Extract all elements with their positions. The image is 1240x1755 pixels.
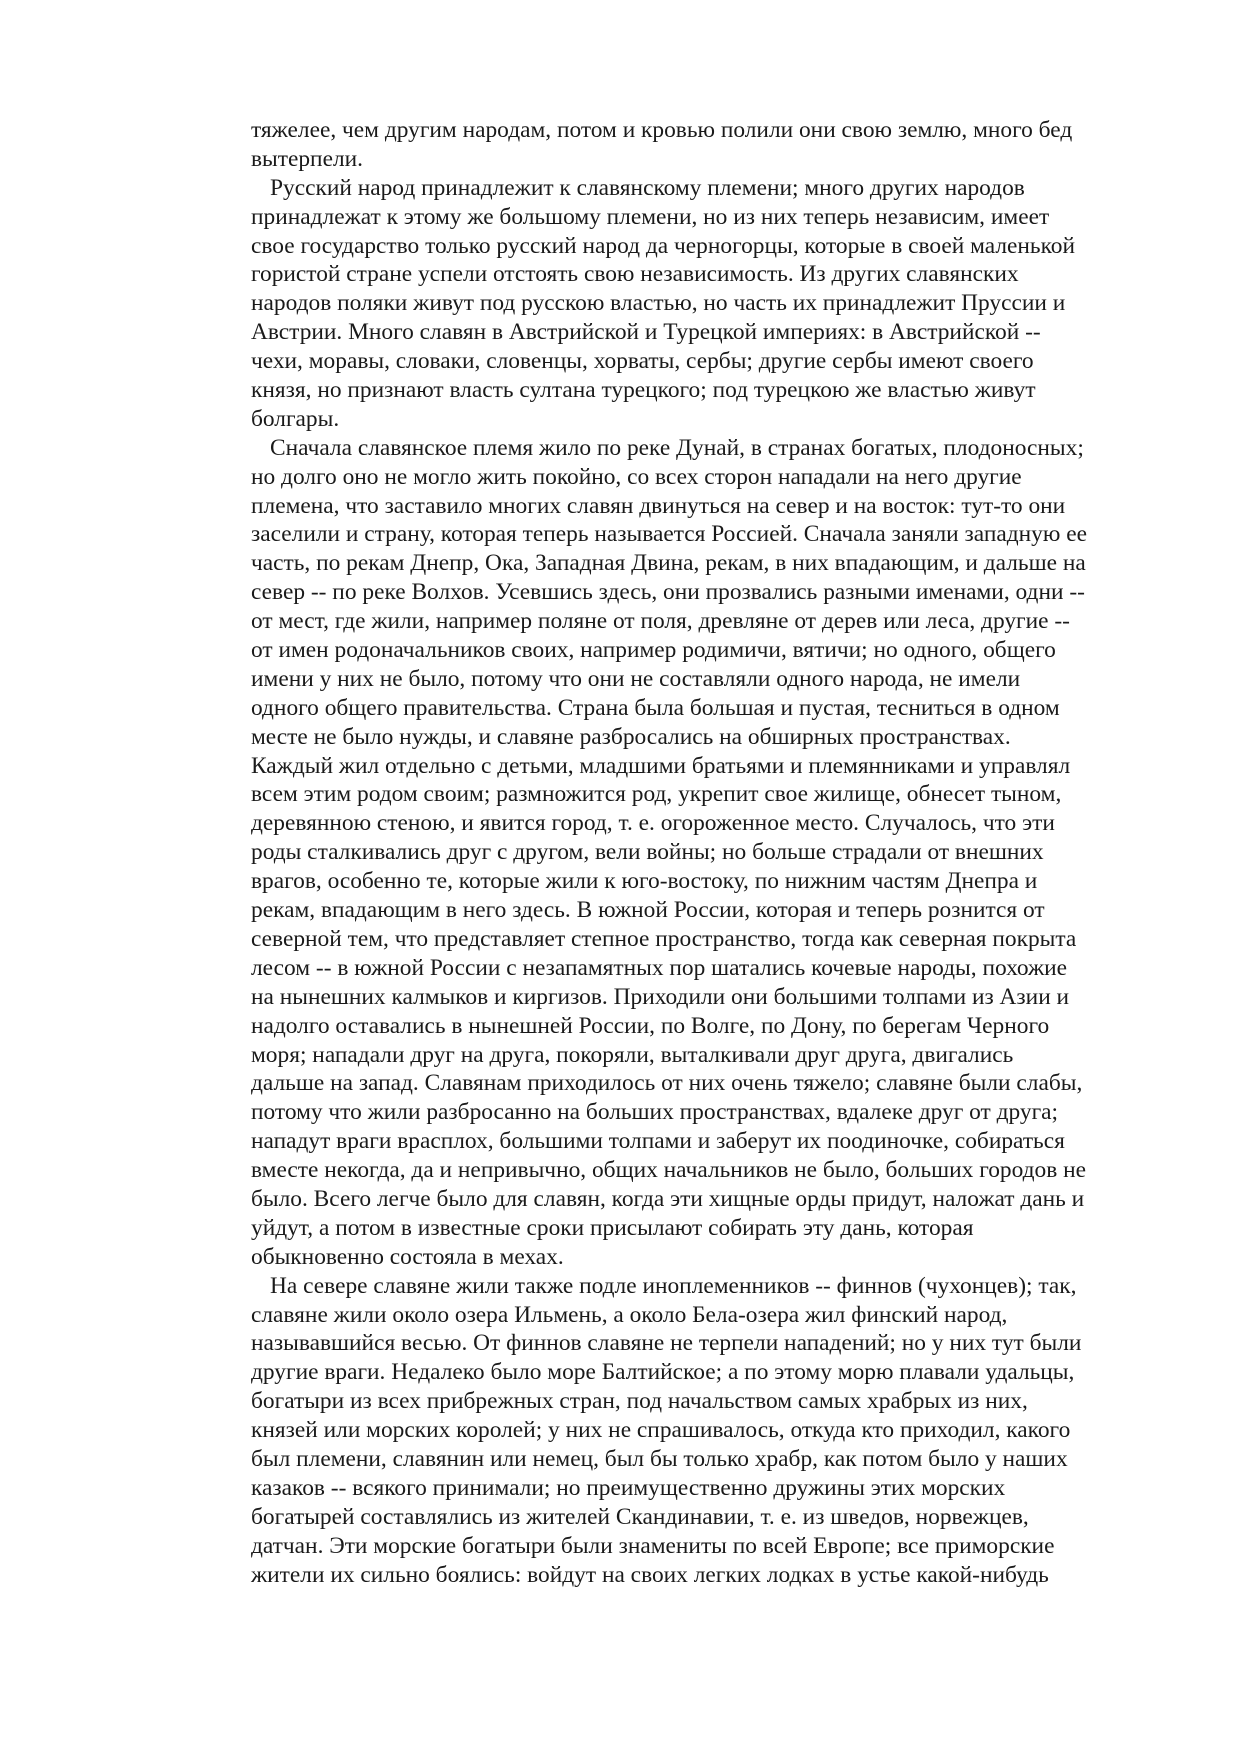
text-line: месте не было нужды, и славяне разбросались на обширных пространствах.: [251, 723, 1011, 750]
text-line: врагов, особенно те, которые жили к юго-востоку, по нижним частям Днепра и: [251, 868, 1038, 895]
text-line: был племени, славянин или немец, был бы только храбр, как потом было у наших: [251, 1445, 1068, 1472]
text-line: казаков -- всякого принимали; но преимущественно дружины этих морских: [251, 1474, 1006, 1501]
text-line: богатыри из всех прибрежных стран, под начальством самых храбрых из них,: [251, 1388, 1028, 1415]
text-line: принадлежат к этому же большому племени, но из них теперь независим, имеет: [251, 203, 1050, 230]
text-line: уйдут, а потом в известные сроки присылают собирать эту дань, которая: [251, 1214, 974, 1241]
text-line: чехи, моравы, словаки, словенцы, хорваты, сербы; другие сербы имеют своего: [251, 348, 1034, 375]
text-line: имени у них не было, потому что они не составляли одного народа, не имели: [251, 665, 1021, 692]
text-line: жители их сильно боялись: войдут на своих легких лодках в устье какой-нибудь: [251, 1561, 1049, 1588]
text-line: на нынешних калмыков и киргизов. Приходили они большими толпами из Азии и: [251, 983, 1070, 1010]
text-line: но долго оно не могло жить покойно, со всех сторон нападали на него другие: [251, 463, 1022, 490]
body-text: [251, 116, 1171, 1589]
text-line: всем этим родом своим; размножится род, укрепит свое жилище, обнесет тыном,: [251, 781, 1062, 808]
text-line: Австрии. Много славян в Австрийской и Турецкой империях: в Австрийской --: [251, 319, 1041, 346]
text-line: князя, но признают власть султана турецкого; под турецкою же властью живут: [251, 377, 1036, 404]
text-line: рекам, впадающим в него здесь. В южной России, которая и теперь рознится от: [251, 897, 1045, 924]
text-line: вместе некогда, да и непривычно, общих начальников не было, больших городов не: [251, 1157, 1087, 1184]
text-line: моря; нападали друг на друга, покоряли, выталкивали друг друга, двигались: [251, 1041, 1014, 1068]
text-line: часть, по рекам Днепр, Ока, Западная Двина, рекам, в них впадающим, и дальше на: [251, 550, 1086, 577]
text-line: болгары.: [251, 405, 340, 432]
text-line: роды сталкивались друг с другом, вели войны; но больше страдали от внешних: [251, 839, 1044, 866]
text-line: свое государство только русский народ да черногорцы, которые в своей маленькой: [251, 232, 1075, 259]
text-line: одного общего правительства. Страна была большая и пустая, тесниться в одном: [251, 694, 1060, 721]
text-line: Каждый жил отдельно с детьми, младшими братьями и племянниками и управлял: [251, 752, 1071, 779]
text-line: датчан. Эти морские богатыри были знамениты по всей Европе; все приморские: [251, 1532, 1055, 1559]
paragraph-first-line: На севере славяне жили также подле иноплеменников -- финнов (чухонцев); так,: [270, 1272, 1077, 1299]
text-line: народов поляки живут под русскою властью, но часть их принадлежит Пруссии и: [251, 290, 1066, 317]
text-line: север -- по реке Волхов. Усевшись здесь, они прозвались разными именами, одни --: [251, 579, 1085, 606]
text-line: обыкновенно состояла в мехах.: [251, 1243, 564, 1270]
text-line: богатырей составлялись из жителей Скандинавии, т. е. из шведов, норвежцев,: [251, 1503, 1029, 1530]
text-line: было. Всего легче было для славян, когда эти хищные орды придут, наложат дань и: [251, 1185, 1085, 1212]
text-line: заселили и страну, которая теперь называется Россией. Сначала заняли западную ее: [251, 521, 1087, 548]
text-line: вытерпели.: [251, 145, 363, 172]
text-line: лесом -- в южной России с незапамятных пор шатались кочевые народы, похожие: [251, 954, 1068, 981]
text-line: дальше на запад. Славянам приходилось от них очень тяжело; славяне были слабы,: [251, 1070, 1083, 1097]
text-line: князей или морских королей; у них не спрашивалось, откуда кто приходил, какого: [251, 1417, 1071, 1444]
text-line: племена, что заставило многих славян двинуться на север и на восток: тут-то они: [251, 492, 1066, 519]
text-line: северной тем, что представляет степное пространство, тогда как северная покрыта: [251, 925, 1077, 952]
text-line: надолго оставались в нынешней России, по Волге, по Дону, по берегам Черного: [251, 1012, 1050, 1039]
text-line: тяжелее, чем другим народам, потом и кровью полили они свою землю, много бед: [251, 117, 1073, 143]
text-line: другие враги. Недалеко было море Балтийское; а по этому морю плавали удальцы,: [251, 1359, 1075, 1386]
text-line: от имен родоначальников своих, например родимичи, вятичи; но одного, общего: [251, 637, 1056, 664]
text-line: славяне жили около озера Ильмень, а около Бела-озера жил финский народ,: [251, 1301, 1008, 1328]
text-line: нападут враги врасплох, большими толпами и заберут их поодиночке, собираться: [251, 1128, 1065, 1155]
text-line: потому что жили разбросанно на больших пространствах, вдалеке друг от друга;: [251, 1099, 1059, 1126]
paragraph-first-line: Русский народ принадлежит к славянскому племени; много других народов: [270, 174, 1025, 201]
text-line: называвшийся весью. От финнов славяне не терпели нападений; но у них тут были: [251, 1330, 1082, 1357]
text-line: от мест, где жили, например поляне от поля, древляне от дерев или леса, другие --: [251, 608, 1070, 635]
text-line: деревянною стеною, и явится город, т. е. огороженное место. Случалось, что эти: [251, 810, 1055, 837]
text-line: гористой стране успели отстоять свою независимость. Из других славянских: [251, 261, 1019, 288]
paragraph-first-line: Сначала славянское племя жило по реке Дунай, в странах богатых, плодоносных;: [270, 434, 1084, 461]
